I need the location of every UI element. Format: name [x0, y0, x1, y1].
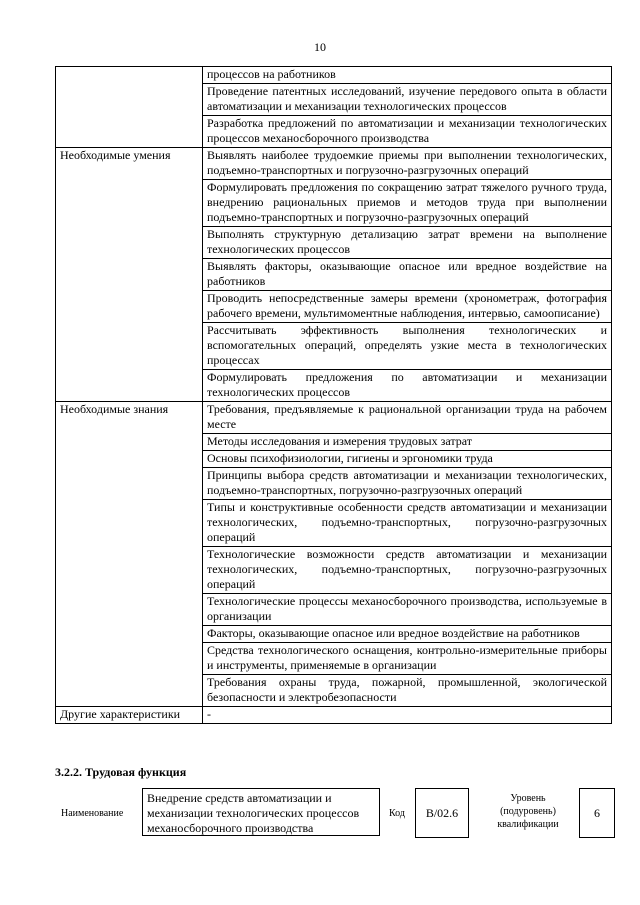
row-item: Формулировать предложения по сокращению затрат тяжелого ручного труда, внедрению рациональных приемов и методов труда при выполнении подъемно-транспортных и погрузочно-разгрузочных операций	[203, 180, 612, 227]
row-item: Проводить непосредственные замеры времени (хронометраж, фотография рабочего времени, мультимоментные наблюдения, интервью, самоописание)	[203, 291, 612, 323]
requirements-table	[55, 66, 612, 724]
row-item: Технологические процессы механосборочного производства, используемые в организации	[203, 594, 612, 626]
level-label: Уровень (подуровень) квалификации	[497, 793, 559, 830]
table-row	[56, 148, 612, 180]
table-row	[56, 402, 612, 434]
row-item: Выявлять наиболее трудоемкие приемы при выполнении технологических, подъемно-транспортных и погрузочно-разгрузочных операций	[203, 148, 612, 180]
row-item: Средства технологического оснащения, контрольно-измерительные приборы и инструменты, применяемые в организации	[203, 643, 612, 675]
row-item: Разработка предложений по автоматизации и механизации технологических процессов механосборочного производства	[203, 116, 612, 148]
row-item: Основы психофизиологии, гигиены и эргономики труда	[203, 451, 612, 468]
row-label: Другие характеристики	[56, 707, 203, 724]
row-item: Требования охраны труда, пожарной, промышленной, экологической безопасности и электробезопасности	[203, 675, 612, 707]
row-item: Формулировать предложения по автоматизации и механизации технологических процессов	[203, 370, 612, 402]
function-header	[55, 788, 615, 848]
row-label	[56, 67, 203, 148]
name-value: Внедрение средств автоматизации и механизации технологических процессов механосборочного производства	[142, 788, 380, 836]
row-item: Рассчитывать эффективность выполнения технологических и вспомогательных операций, определять узкие места в технологических процессах	[203, 323, 612, 370]
code-value: В/02.6	[415, 788, 469, 838]
row-item: Технологические возможности средств автоматизации и механизации технологических, подъемно-транспортных, погрузочно-разгрузочных операций	[203, 547, 612, 594]
section-title: 3.2.2. Трудовая функция	[55, 765, 187, 779]
level-value: 6	[579, 788, 615, 838]
page-number: 10	[314, 40, 326, 54]
row-item: Проведение патентных исследований, изучение передового опыта в области автоматизации и механизации технологических процессов	[203, 84, 612, 116]
row-item: Выполнять структурную детализацию затрат времени на выполнение технологических процессов	[203, 227, 612, 259]
row-item: Методы исследования и измерения трудовых затрат	[203, 434, 612, 451]
name-label: Наименование	[61, 808, 124, 819]
row-label: Необходимые знания	[56, 402, 203, 707]
row-label: Необходимые умения	[56, 148, 203, 402]
row-item: Типы и конструктивные особенности средств автоматизации и механизации технологических, подъемно-транспортных, погрузочно-разгрузочных операций	[203, 500, 612, 547]
table-row	[56, 707, 612, 724]
row-item: Требования, предъявляемые к рациональной организации труда на рабочем месте	[203, 402, 612, 434]
table-row	[56, 67, 612, 84]
row-item: Принципы выбора средств автоматизации и механизации технологических, подъемно-транспортных, погрузочно-разгрузочных операций	[203, 468, 612, 500]
row-item: процессов на работников	[203, 67, 612, 84]
row-item: Выявлять факторы, оказывающие опасное или вредное воздействие на работников	[203, 259, 612, 291]
row-item: -	[203, 707, 612, 724]
code-label: Код	[389, 808, 405, 819]
row-item: Факторы, оказывающие опасное или вредное воздействие на работников	[203, 626, 612, 643]
